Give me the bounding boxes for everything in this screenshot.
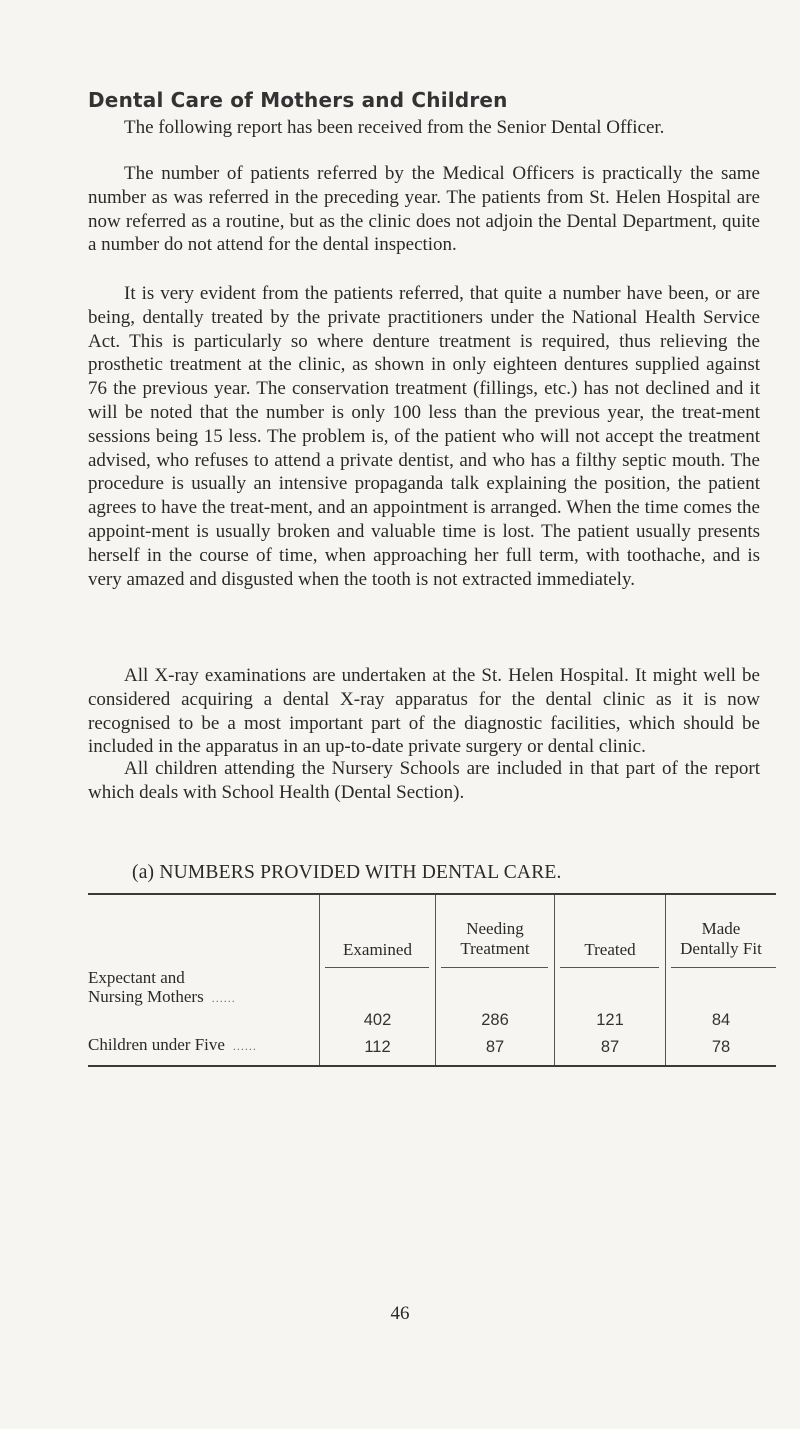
page-title: Dental Care of Mothers and Children: [88, 88, 508, 112]
header-line: Treatment: [460, 939, 530, 958]
header-line: Needing: [466, 919, 524, 938]
column-header-examined: [320, 940, 435, 960]
row-label-line: Children under Five: [88, 1035, 225, 1054]
dental-care-table: [88, 893, 776, 1065]
header-line: Treated: [584, 940, 636, 959]
table-cell: 87: [600, 1038, 620, 1056]
column-header-needing-treatment: [436, 919, 554, 959]
table-cell: 112: [364, 1038, 391, 1056]
header-line: Dentally Fit: [680, 939, 762, 958]
row-label-line: Nursing Mothers: [88, 987, 204, 1006]
paragraph-nursery: All children attending the Nursery Schools are included in that part of the report which deals with School Health (Dental Section).: [88, 758, 760, 803]
table-cell: 286: [481, 1011, 509, 1029]
row-label-children-under-five: [88, 1035, 257, 1056]
table-cell: 87: [485, 1038, 505, 1056]
header-underline: [560, 967, 659, 968]
paragraph-xray: All X-ray examinations are undertaken at the St. Helen Hospital. It might well be considered acquiring a dental X-ray apparatus for the dental clinic as it is now recognised to be a most important part of the diagnostic facilities, which should be included in the apparatus in an up-to-date private surgery or dental clinic.: [88, 665, 760, 758]
table-cell: 84: [711, 1011, 731, 1029]
header-underline: [441, 967, 548, 968]
header-line: Made: [701, 919, 741, 938]
section-title: (a) NUMBERS PROVIDED WITH DENTAL CARE.: [132, 862, 562, 883]
intro-line: The following report has been received from the Senior Dental Officer.: [124, 117, 665, 138]
column-header-treated: [555, 940, 665, 960]
table-top-rule: [88, 893, 776, 895]
leader-dots: ......: [232, 1039, 257, 1053]
table-cell: 402: [363, 1011, 392, 1029]
leader-dots: ......: [211, 991, 236, 1005]
header-underline: [671, 967, 776, 968]
page-number: 46: [390, 1303, 410, 1324]
paragraph-referrals: The number of patients referred by the Medical Officers is practically the same number as was referred in the preceding year. The patients from St. Helen Hospital are now referred as a routine, but as the clinic does not adjoin the Dental Department, quite a number do not attend for the dental inspection.: [88, 163, 760, 256]
header-line: Examined: [343, 940, 412, 959]
table-bottom-rule: [88, 1065, 776, 1067]
column-header-made-dentally-fit: [666, 919, 776, 959]
table-cell: 121: [596, 1011, 624, 1029]
row-label-line: Expectant and: [88, 968, 185, 987]
paragraph-private-treatment: It is very evident from the patients referred, that quite a number have been, or are being, dentally treated by the private practitioners under the National Health Service Act. This is particularly so where denture treatment is required, thus relieving the prosthetic treatment at the clinic, as shown in only eighteen dentures supplied against 76 the previous year. The conservation treatment (fillings, etc.) has not declined and it will be noted that the number is only 100 less than the previous year, the treat-ment sessions being 15 less. The problem is, of the patient who will not accept the treatment advised, who refuses to attend a private dentist, and who has a filthy septic mouth. The procedure is usually an intensive propaganda talk explaining the position, the patient agrees to have the treat-ment, and an appointment is arranged. When the time comes the appoint-ment is usually broken and valuable time is lost. The patient usually presents herself in the course of time, when approaching her full term, with toothache, and is very amazed and disgusted when the tooth is not extracted immediately.: [88, 283, 760, 590]
table-cell: 78: [711, 1038, 731, 1056]
header-underline: [325, 967, 429, 968]
row-label-expectant-mothers: [88, 968, 236, 1008]
